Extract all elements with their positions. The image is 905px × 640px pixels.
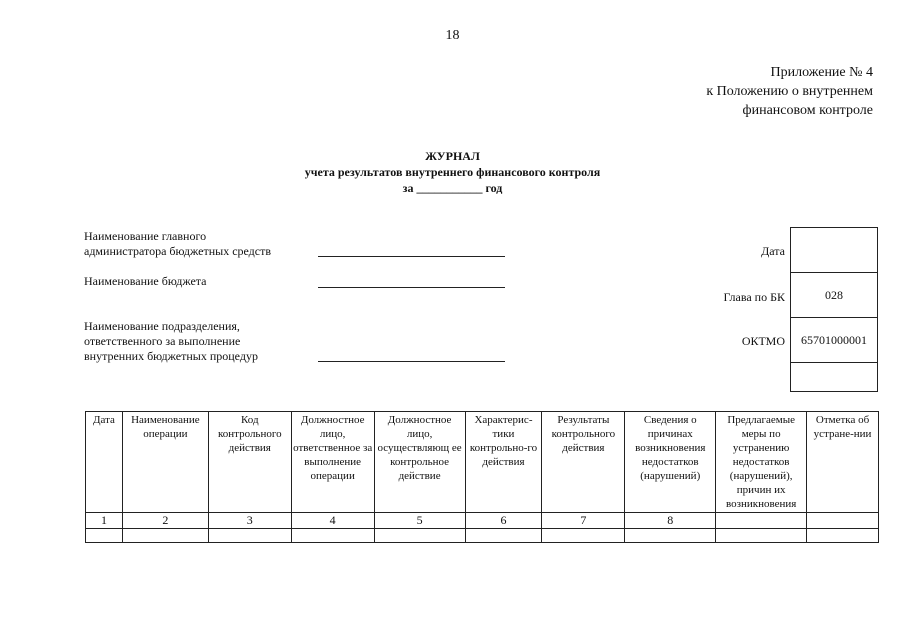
table-cell: [542, 529, 625, 543]
col-header: Наименование операции: [122, 412, 208, 513]
title-line-3: за ___________ год: [402, 181, 503, 195]
table-cell: [291, 529, 374, 543]
col-header: Сведения о причинах возникновения недостатков (нарушений): [625, 412, 716, 513]
admin-fill-line: [318, 256, 505, 257]
chapter-label: Глава по БК: [723, 290, 785, 304]
extra-code-value: [791, 363, 878, 392]
col-header: Должностное лицо, ответственное за выполнение операции: [291, 412, 374, 513]
col-header: Должностное лицо, осуществляющ ее контрольное действие: [374, 412, 465, 513]
column-number: 3: [208, 513, 291, 529]
table-cell: [807, 529, 879, 543]
codes-box: [790, 227, 878, 392]
budget-label: Наименование бюджета: [84, 274, 207, 288]
column-number: 4: [291, 513, 374, 529]
table-header-row: [86, 412, 879, 513]
column-number: [807, 513, 879, 529]
table-cell: [208, 529, 291, 543]
col-header: Характерис-тики контрольно-го действия: [465, 412, 542, 513]
title-line-2: учета результатов внутреннего финансового контроля: [304, 165, 601, 179]
column-number: 2: [122, 513, 208, 529]
date-label: Дата: [761, 244, 785, 258]
unit-fill-line: [318, 361, 505, 362]
date-value: [791, 228, 878, 273]
oktmo-value: 65701000001: [791, 318, 878, 363]
col-header: Отметка об устране-нии: [807, 412, 879, 513]
unit-label: [84, 319, 258, 364]
col-header: Результаты контрольного действия: [542, 412, 625, 513]
table-cell: [374, 529, 465, 543]
col-header: Дата: [86, 412, 123, 513]
oktmo-label: ОКТМО: [741, 334, 785, 348]
column-number: [716, 513, 807, 529]
admin-label-line-1: Наименование главного: [84, 229, 207, 243]
table-cell: [716, 529, 807, 543]
budget-fill-line: [318, 287, 505, 288]
col-header: Предлагаемые меры по устранению недостатков (нарушений), причин их возникновения: [716, 412, 807, 513]
column-number: 6: [465, 513, 542, 529]
page-number: 18: [445, 28, 460, 43]
column-number: 1: [86, 513, 123, 529]
admin-label-line-2: администратора бюджетных средств: [84, 244, 272, 258]
appendix-line-2: к Положению о внутреннем: [706, 84, 873, 99]
column-number: 8: [625, 513, 716, 529]
admin-label: [84, 229, 271, 259]
table-cell: [625, 529, 716, 543]
appendix-line-1: Приложение № 4: [770, 65, 873, 80]
unit-label-line-3: внутренних бюджетных процедур: [84, 349, 258, 363]
table-cell: [122, 529, 208, 543]
chapter-value: 028: [791, 273, 878, 318]
document-title: [0, 148, 905, 196]
appendix-line-3: финансовом контроле: [742, 103, 873, 118]
column-number-row: [86, 513, 879, 529]
unit-label-line-1: Наименование подразделения,: [84, 319, 240, 333]
table-cell: [465, 529, 542, 543]
column-number: 5: [374, 513, 465, 529]
column-number: 7: [542, 513, 625, 529]
table-row: [86, 529, 879, 543]
title-line-1: ЖУРНАЛ: [425, 149, 480, 163]
journal-table: [85, 411, 879, 543]
unit-label-line-2: ответственного за выполнение: [84, 334, 241, 348]
appendix-header: [706, 63, 873, 120]
col-header: Код контрольного действия: [208, 412, 291, 513]
table-cell: [86, 529, 123, 543]
